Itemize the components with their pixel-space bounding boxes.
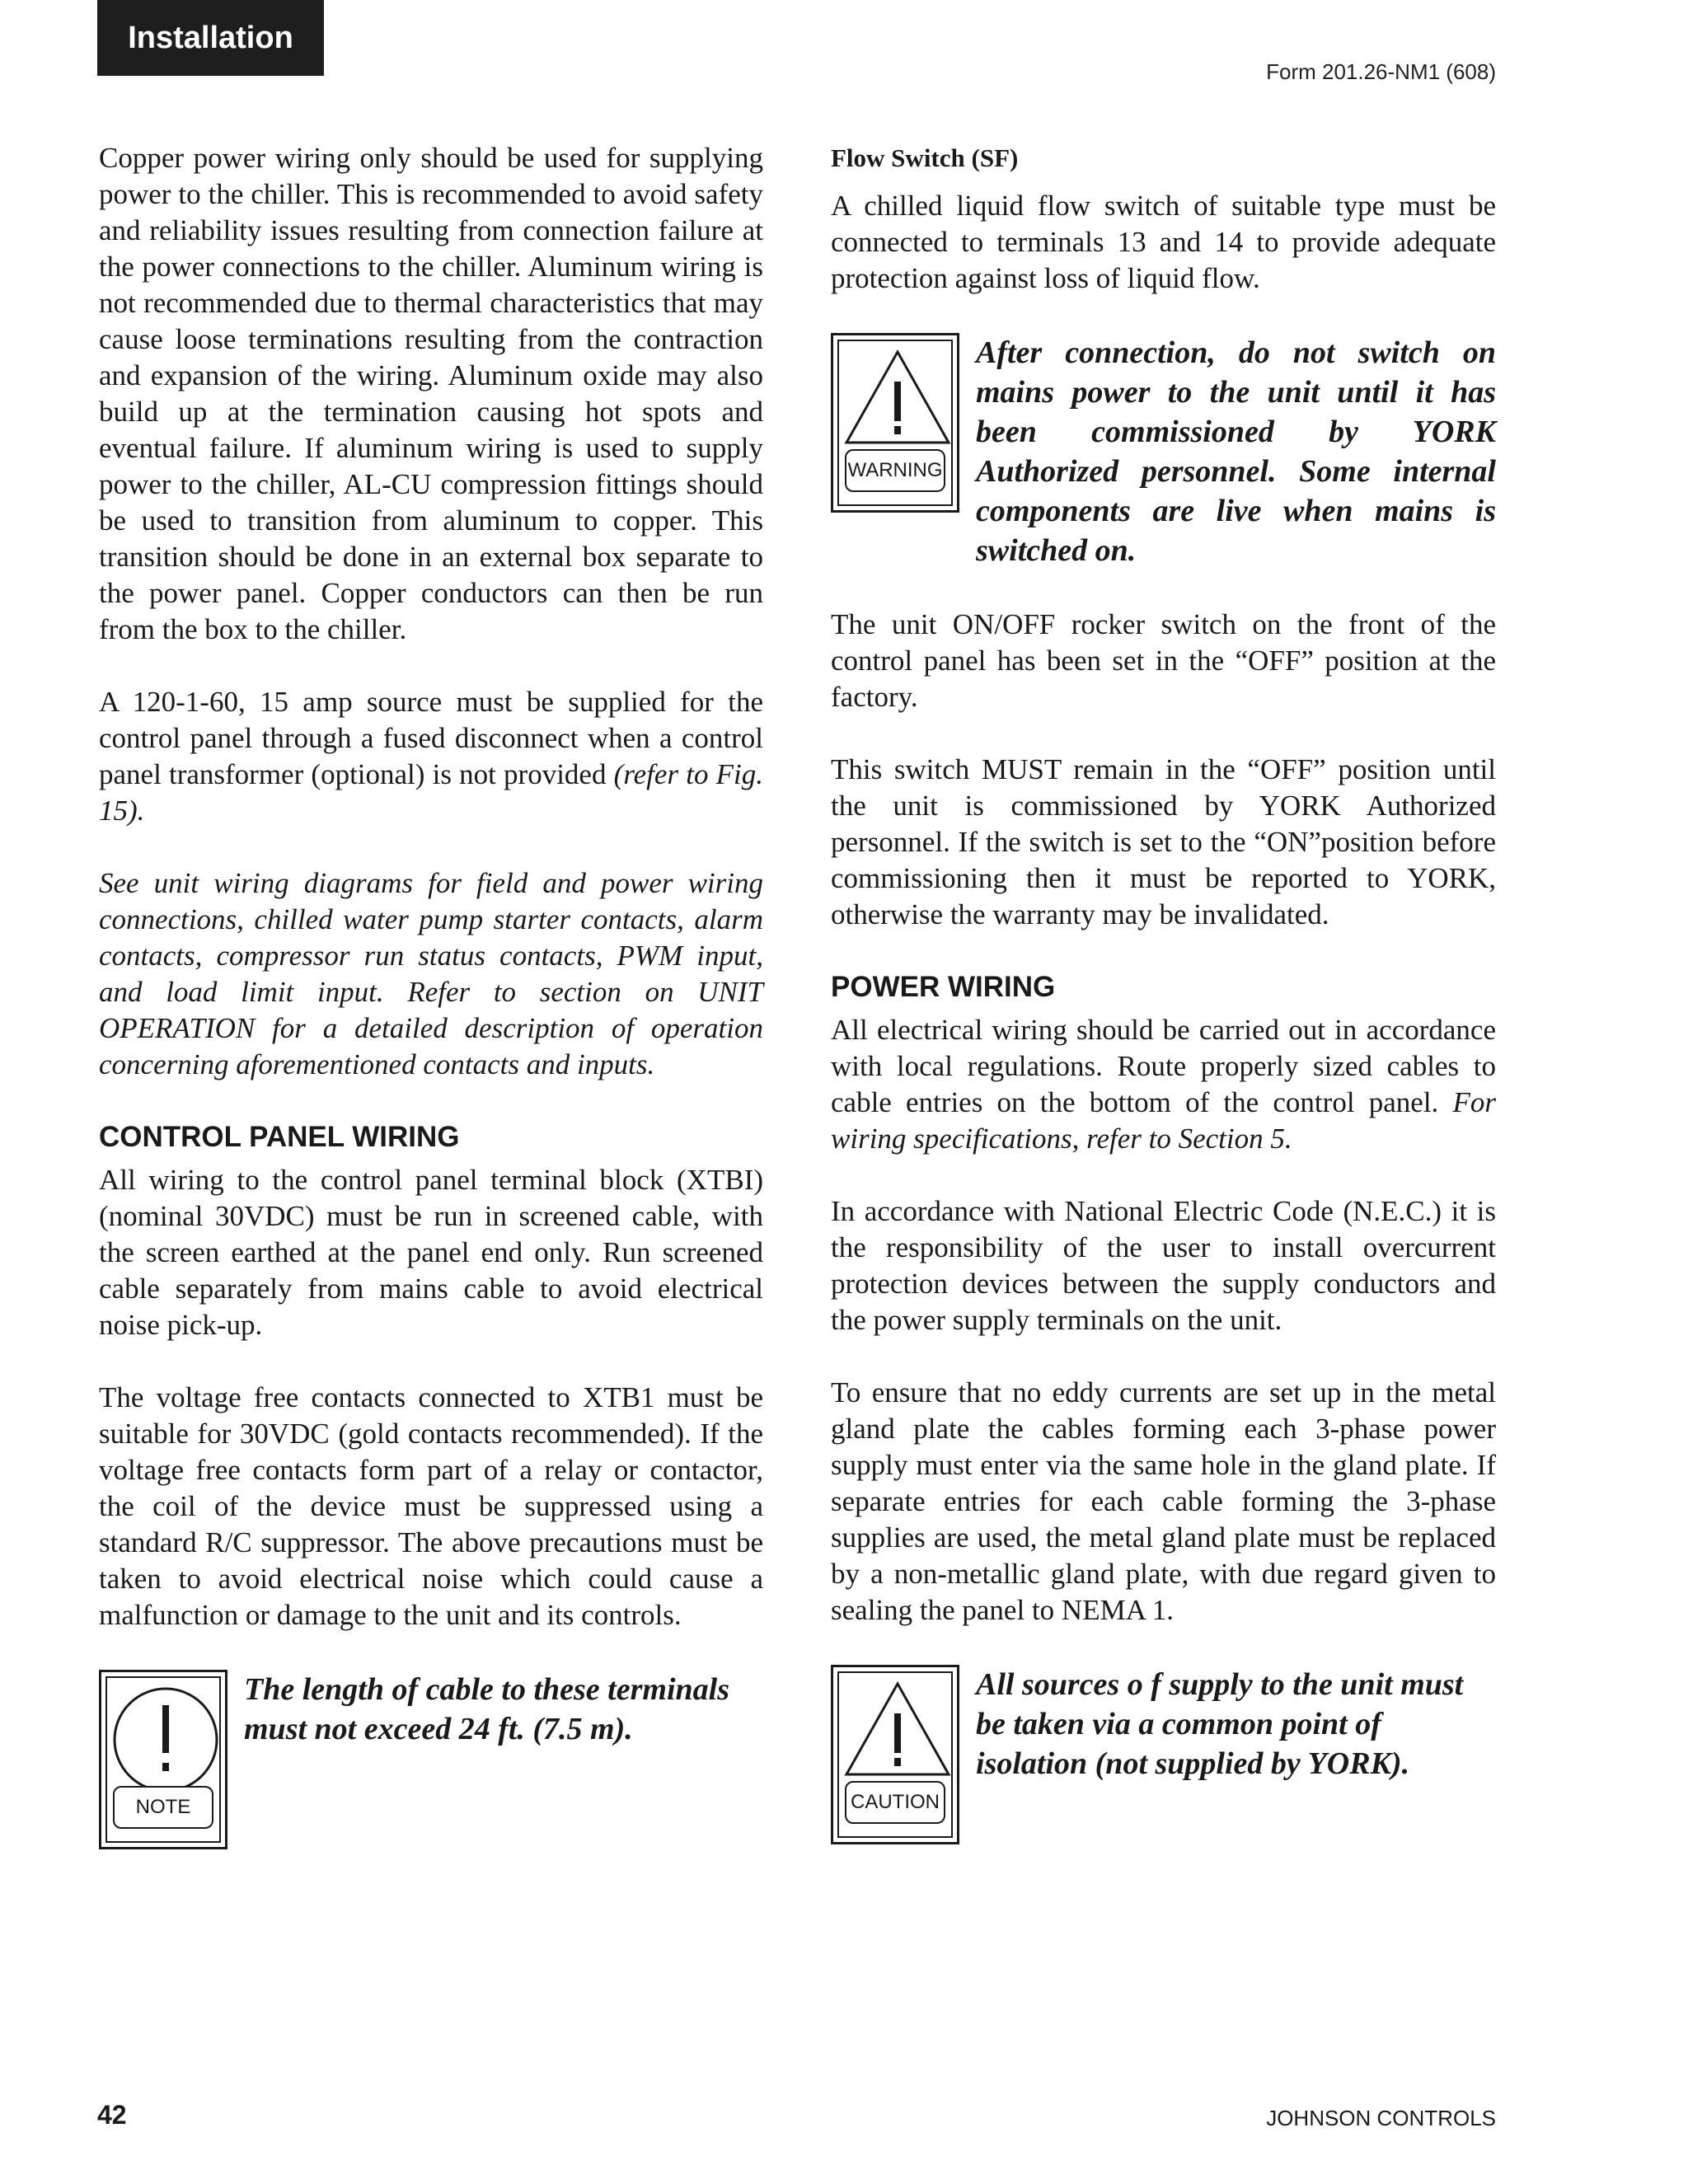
paragraph-nec: In accordance with National Electric Code (N.E.C.) it is the responsibility of the user to install overcurrent protection devices between the supply conductors and the power supply terminals on the unit. — [831, 1195, 1496, 1336]
warning-text: After connection, do not switch on mains power to the unit until it has been commissioned by YORK Authorized personnel. Some internal components are live when mains is switched on. — [976, 335, 1496, 568]
paragraph-flow-switch: A chilled liquid flow switch of suitable type must be connected to terminals 13 and 14 to provide adequate protection against loss of liquid flow. — [831, 190, 1496, 294]
paragraph-power-wiring — [831, 1012, 1496, 1157]
paragraph-voltage-free-contacts: The voltage free contacts connected to XTB1 must be suitable for 30VDC (gold contacts recommended). If the voltage free contacts form part of a relay or contactor, the coil of the device must be suppressed using a standard R/C suppressor. The above precautions must be taken to avoid electrical noise which could cause a malfunction or damage to the unit and its controls. — [99, 1381, 763, 1631]
form-number: Form 201.26-NM1 (608) — [1266, 59, 1496, 84]
note-text: The length of cable to these terminals must not exceed 24 ft. (7.5 m). — [244, 1672, 729, 1746]
caution-text: All sources o f supply to the unit must be taken via a common point of isolation (not supplied by YORK). — [976, 1667, 1464, 1781]
paragraph-copper-wiring: Copper power wiring only should be used for supplying power to the chiller. This is recommended to avoid safety and reliability issues resulting from connection failure at the power connections to the chiller. Aluminum wiring is not recommended due to thermal characteristics that may cause loose terminations resulting from the contraction and expansion of the wiring. Aluminum oxide may also build up at the termination causing hot spots and eventual failure. If aluminum wiring is used to supply power to the chiller, AL-CU compression fittings should be used to transition from aluminum to copper. This transition should be done in an external box separate to the power panel. Copper conductors can then be run from the box to the chiller. — [99, 142, 763, 645]
warning-icon — [831, 333, 959, 513]
publisher-name: JOHNSON CONTROLS — [1266, 2106, 1496, 2130]
paragraph-switch-must-remain: This switch MUST remain in the “OFF” position until the unit is commissioned by YORK Authorized personnel. If the switch is set to the “ON”position before commissioning then it must be reported to YORK, otherwise the warranty may be invalidated. — [831, 753, 1496, 930]
paragraph-120v-text: A 120-1-60, 15 amp source must be supplied for the control panel through a fused disconnect when a control panel transformer (optional) is not provided — [99, 686, 763, 790]
page-number: 42 — [97, 2100, 127, 2130]
subheading-flow-switch: Flow Switch (SF) — [831, 143, 1019, 172]
paragraph-power-wiring-text: All electrical wiring should be carried out in accordance with local regulations. Route properly sized cables to cable entries on the bottom of the control panel. — [831, 1014, 1496, 1118]
note-label: NOTE — [113, 1786, 213, 1829]
paragraph-rocker-switch: The unit ON/OFF rocker switch on the front of the control panel has been set in the “OFF” position at the factory. — [831, 608, 1496, 713]
note-notice — [99, 1670, 763, 1849]
paragraph-wiring-diagrams: See unit wiring diagrams for field and power wiring connections, chilled water pump starter contacts, alarm contacts, compressor run status contacts, PWM input, and load limit input. Refer to section on UNIT OPERATION for a detailed description of operation concerning aforementioned contacts and inputs. — [99, 867, 763, 1080]
section-tab: Installation — [97, 0, 324, 76]
paragraph-control-panel: All wiring to the control panel terminal block (XTBI) (nominal 30VDC) must be run in screened cable, with the screen earthed at the panel end only. Run screened cable separately from mains cable to avoid electrical noise pick-up. — [99, 1164, 763, 1341]
warning-label: WARNING — [845, 449, 945, 492]
caution-icon — [831, 1665, 959, 1844]
paragraph-120v-source — [99, 684, 763, 829]
caution-label: CAUTION — [845, 1781, 945, 1824]
caution-notice — [831, 1665, 1496, 1844]
note-icon — [99, 1670, 227, 1849]
left-column — [99, 140, 763, 1886]
fig-reference: (refer to Fig. 15). — [99, 758, 764, 827]
section-reference: For wiring specifications, refer to Section 5. — [831, 1086, 1497, 1155]
warning-notice — [831, 333, 1496, 570]
right-column — [831, 140, 1496, 1881]
heading-power-wiring: POWER WIRING — [831, 971, 1056, 1003]
heading-control-panel-wiring: CONTROL PANEL WIRING — [99, 1121, 460, 1153]
paragraph-eddy-currents: To ensure that no eddy currents are set up in the metal gland plate the cables forming each 3-phase power supply must enter via the same hole in the gland plate. If separate entries for each cable forming the 3-phase supplies are used, the metal gland plate must be replaced by a non-metallic gland plate, with due regard given to sealing the panel to NEMA 1. — [831, 1376, 1496, 1626]
